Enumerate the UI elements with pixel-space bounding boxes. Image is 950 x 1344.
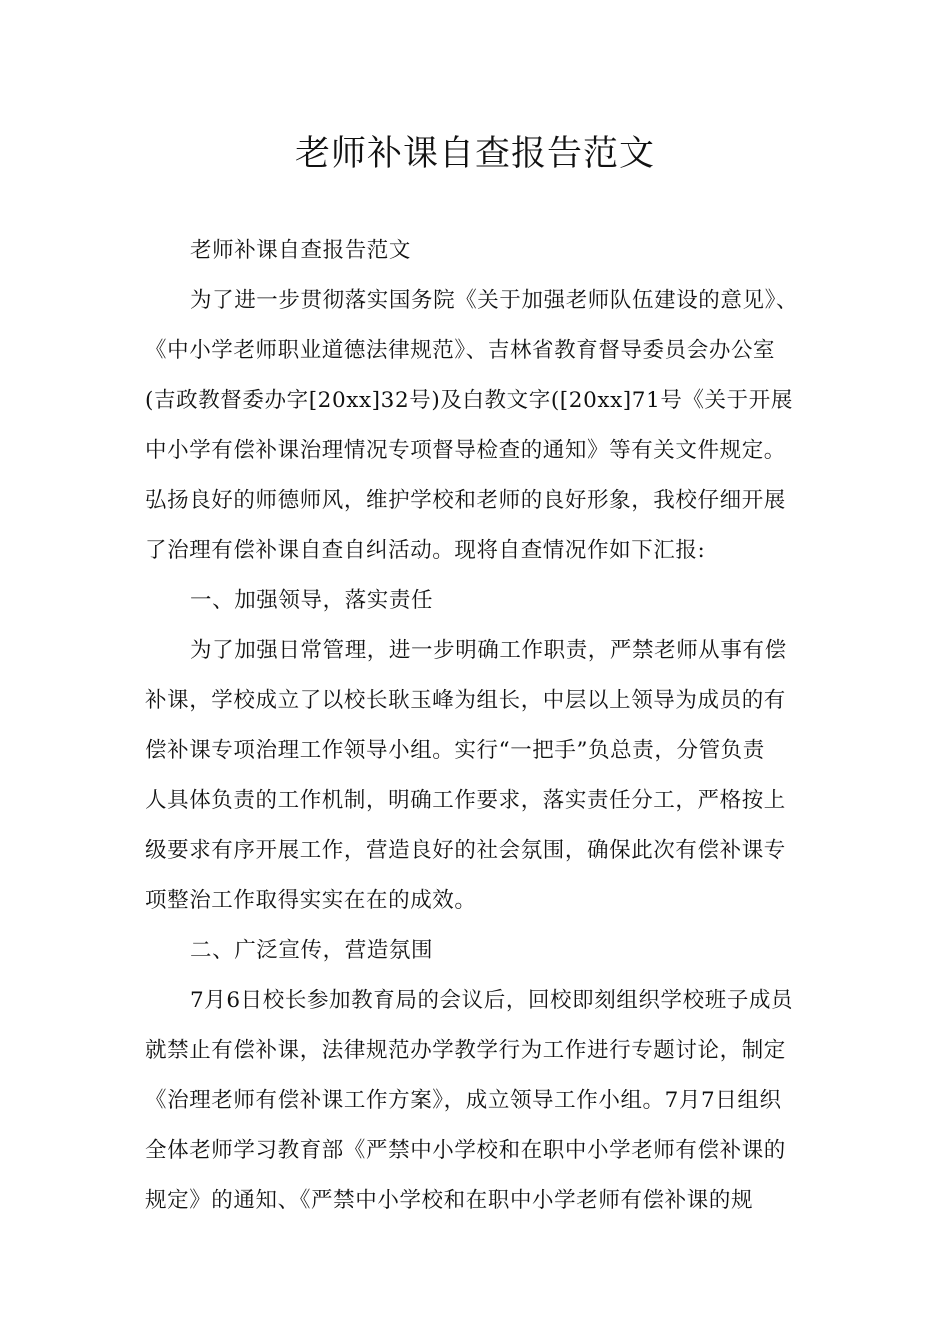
paragraph-line: 《中小学老师职业道德法律规范》、吉林省教育督导委员会办公室	[145, 338, 776, 363]
paragraph-line: 了治理有偿补课自查自纠活动。现将自查情况作如下汇报:	[145, 538, 706, 563]
paragraph-line: 级要求有序开展工作，营造良好的社会氛围，确保此次有偿补课专	[145, 838, 786, 863]
paragraph-line: (吉政教督委办字[20xx]32号)及白教文字([20xx]71号《关于开展	[145, 388, 793, 413]
paragraph-line: 全体老师学习教育部《严禁中小学校和在职中小学老师有偿补课的	[145, 1138, 786, 1163]
paragraph-line: 规定》的通知、《严禁中小学校和在职中小学老师有偿补课的规	[145, 1188, 754, 1213]
section-heading: 一、加强领导，落实责任	[190, 588, 434, 613]
paragraph-line: 偿补课专项治理工作领导小组。实行“一把手”负总责，分管负责	[145, 738, 765, 763]
paragraph-line: 人具体负责的工作机制，明确工作要求，落实责任分工，严格按上	[145, 788, 786, 813]
paragraph-line: 补课，学校成立了以校长耿玉峰为组长，中层以上领导为成员的有	[145, 688, 786, 713]
subtitle-line: 老师补课自查报告范文	[190, 238, 412, 263]
paragraph-line: 《治理老师有偿补课工作方案》，成立领导工作小组。7月7日组织	[145, 1088, 782, 1113]
paragraph-line: 7月6日校长参加教育局的会议后，回校即刻组织学校班子成员	[190, 988, 794, 1013]
paragraph-line: 就禁止有偿补课，法律规范办学教学行为工作进行专题讨论，制定	[145, 1038, 786, 1063]
paragraph-line: 中小学有偿补课治理情况专项督导检查的通知》等有关文件规定。	[145, 438, 786, 463]
paragraph-line: 为了加强日常管理，进一步明确工作职责，严禁老师从事有偿	[190, 638, 787, 663]
paragraph-line: 弘扬良好的师德师风，维护学校和老师的良好形象，我校仔细开展	[145, 488, 786, 513]
paragraph-line: 项整治工作取得实实在在的成效。	[145, 888, 477, 913]
section-heading: 二、广泛宣传，营造氛围	[190, 938, 434, 963]
document-title: 老师补课自查报告范文	[294, 134, 655, 174]
paragraph-line: 为了进一步贯彻落实国务院《关于加强老师队伍建设的意见》、	[190, 288, 799, 313]
